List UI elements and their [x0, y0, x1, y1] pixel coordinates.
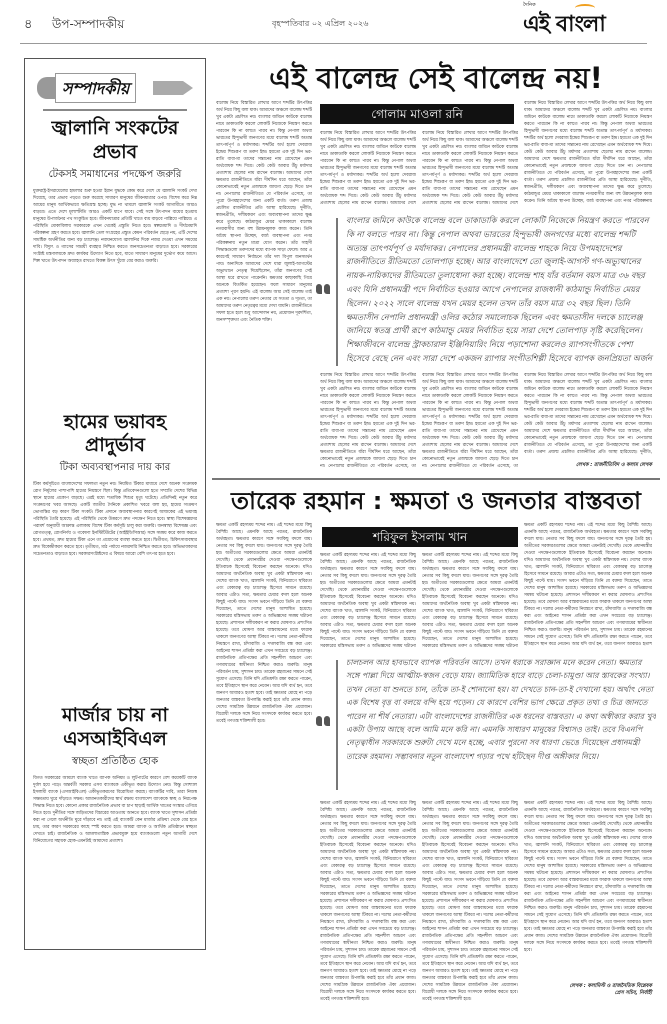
article-headline: মার্জার চায় না এসআইবিএল	[61, 704, 169, 750]
article2-column-4b: ক্ষমতা একটি রহস্যময় শব্দের নাম। এই শব্দের মধ্যে কিছু বৈশিষ্ট্য আছে। এমনকি আছে পরতর, রাজনৈতিক অর্থবহতা। ক্ষমতার কারণে সঙ্গে সবকিছু বদলে যায়। নেতার সব কিছু বদলে যায়। জনগণের সঙ্গে দূরত্ব তৈরি হয়। অতীতের সরকারগুলোর ক্ষেত্রে আমরা এমনটাই দেখেছি। থেকে প্রধানমন্ত্রীর দেওয়া পদক্ষেপগুলোকে ইতিবাচক হিসেবেই বিবেচনা করছেন অনেকে। যদিও আমাদের অর্থনৈতিক অবস্থা খুব একটা স্বস্তিদায়ক নয়। দেশের ব্যাংক খাত, জ্বালানি সংকট, বিনিয়োগে স্থবিরতা এবং বেকারত্ব বড় চ্যালেঞ্জ হিসেবে সামনে রয়েছে। আবার এটাও সত্য, ক্ষমতার চেয়ার বদল হলে অনেক কিছুই পাল্টে যায়। সংসদ ভবনে দাঁড়িয়ে তিনি যে বক্তব্য দিয়েছেন, তাতে দেশের মানুষ আশান্বিত হয়েছে। সরকারের মন্ত্রিসভায় তরুণ ও অভিজ্ঞদের সমন্বয় ঘটানো হয়েছে। প্রশাসনে দলীয়করণ না করার ঘোষণাও প্রশংসিত হয়েছে। তবে ঘোষণা আর বাস্তবায়নের মধ্যে ফারাক থাকলে জনগণের আস্থা টিকবে না। দলের নেতা-কর্মীদের নিয়ন্ত্রণে রাখা, চাঁদাবাজি ও দখলবাজি বন্ধ করা এবং আইনের শাসন প্রতিষ্ঠা করা এখন সবচেয়ে বড় চ্যালেঞ্জ। রাজনৈতিক প্রতিপক্ষের প্রতি সহনশীল আচরণ এবং গণমাধ্যমের স্বাধীনতা নিশ্চিত করাও জরুরি। মানুষ পরিবর্তন চায়, সুশাসন চায়। তারেক রহমানের সামনে সেই সুযোগ এসেছে। তিনি যদি প্রতিশ্রুতি রক্ষা করতে পারেন, তবে ইতিহাসে স্থান করে নেবেন। আর যদি ব্যর্থ হন, তবে জনগণ আবারও হতাশ হবে। তাই ক্ষমতার মোহে না পড়ে জনতার বাস্তবতা উপলব্ধি করাই হবে তাঁর প্রধান কাজ। দেশের সামগ্রিক উন্নয়নে রাজনৈতিক ঐক্য প্রয়োজন। বিরোধী দলকে সঙ্গে নিয়ে সংসদকে কার্যকর করতে হবে। তবেই গণতন্ত্র শক্তিশালী হবে।	[524, 801, 652, 953]
article2-column-2: ক্ষমতা একটি রহস্যময় শব্দের নাম। এই শব্দের মধ্যে কিছু বৈশিষ্ট্য আছে। এমনকি আছে পরতর, রাজনৈতিক অর্থবহতা। ক্ষমতার কারণে সঙ্গে সবকিছু বদলে যায়। নেতার সব কিছু বদলে যায়। জনগণের সঙ্গে দূরত্ব তৈরি হয়। অতীতের সরকারগুলোর ক্ষেত্রে আমরা এমনটাই দেখেছি। থেকে প্রধানমন্ত্রীর দেওয়া পদক্ষেপগুলোকে ইতিবাচক হিসেবেই বিবেচনা করছেন অনেকে। যদিও আমাদের অর্থনৈতিক অবস্থা খুব একটা স্বস্তিদায়ক নয়। দেশের ব্যাংক খাত, জ্বালানি সংকট, বিনিয়োগে স্থবিরতা এবং বেকারত্ব বড় চ্যালেঞ্জ হিসেবে সামনে রয়েছে। আবার এটাও সত্য, ক্ষমতার চেয়ার বদল হলে অনেক কিছুই পাল্টে যায়। সংসদ ভবনে দাঁড়িয়ে তিনি যে বক্তব্য দিয়েছেন, তাতে দেশের মানুষ আশান্বিত হয়েছে। সরকারের মন্ত্রিসভায় তরুণ ও অভিজ্ঞদের সমন্বয় ঘটানো	[320, 553, 416, 649]
article-subheadline: স্বচ্ছতা প্রতিষ্ঠিত হোক	[71, 755, 159, 767]
section-title: উপ-সম্পাদকীয়	[52, 17, 125, 31]
article-subheadline: টিকা অব্যবস্থাপনার দায় কার	[59, 462, 171, 473]
pullquote-bar	[336, 218, 338, 366]
article1-pull-quote: বাংলার জমিনে কাউকে বালেন্দ্র বলে ডাকাডাকি করলে লোকটি নিজেকে নিয়ন্ত্রণ করতে পারবেন কি না বলতে পারব না। কিন্তু নেপাল অথবা ভারতের হিন্দুভাষী জনগণের মধ্যে বালেন্দ্র শব্দটি অত্যন্ত তাৎপর্যপূর্ণ ও মর্যাদাকর। নেপালের প্রধানমন্ত্রী বালেন্দ্র শাহকে নিয়ে উপমহাদেশের রাজনীতিতে রীতিমতো তোলপাড় হচ্ছে। আর বাংলাদেশে তো জুলাই-আগস্ট গণ-অভ্যুত্থানের নায়ক-নায়িকাদের রীতিমতো তুলাধোনা করা হচ্ছে। বালেন্দ্র শাহ যাঁর বর্তমান বয়স মাত্র ৩৬ বছর এবং যিনি প্রধানমন্ত্রী পদে নির্বাচিত হওয়ার আগে নেপালের রাজধানী কাঠমান্ডু নির্বাচিত মেয়র ছিলেন। ২০২২ সালে বালেন্দ্র যখন মেয়র হলেন তখন তাঁর বয়স মাত্র ৩২ বছর ছিল। তিনি ক্ষমতাসীন নেপালি প্রধানমন্ত্রী ওলির কঠোর সমালোচক ছিলেন এবং ক্ষমতাসীন দলকে চ্যালেঞ্জ জানিয়ে স্বতন্ত্র প্রার্থী রূপে কাঠমান্ডু মেয়র নির্বাচিত হয়ে সারা দেশে তোলপাড় সৃষ্টি করেছিলেন। শিক্ষাজীবনে বালেন্দ্র স্ট্রাকচারাল ইঞ্জিনিয়ারিং নিয়ে পড়াশোনা করলেও র‍্যাপসংগীতকে পেশা হিসেবে বেছে নেন এবং সারা দেশে একজন র‍্যাপার সংগীতশিল্পী হিসেবে ব্যাপক জনপ্রিয়তা অর্জন	[346, 215, 652, 363]
article2-author-credit	[524, 983, 652, 997]
article2-pull-quote: চালচলন আর হাবভাবে ব্যাপক পরিবর্তন আসে। তখন ধরাকে সরাজ্ঞান মনে করেন নেতা। ক্ষমতার সঙ্গে পাল্লা দিয়ে আত্মীয়-স্বজন বেড়ে যায়। জ্যামিতিক হারে বাড়ে চেলা-চামুণ্ডা আর স্তাবকের সংখ্যা। তখন নেতা যা শুনতে চান, তাঁকে তা-ই শোনানো হয়। যা দেখতে চান-তা-ই দেখানো হয়। অর্থাৎ নেতা এক বিশেষ বৃত্ত বা বলয়ে বন্দি হয়ে পড়েন। যে কারণে বেশির ভাগ ক্ষেত্রে প্রকৃত তথ্য ও চিত্র জানতে পারেন না শীর্ষ নেতারা। এটা বাংলাদেশের রাজনীতির এক ধরনের বাস্তবতা। এ কথা অস্বীকার করার খুব একটা উপায় আছে বলে আমি মনে করি না। এমনকি সাধারণ মানুষের বিশ্বাসও তাই। তবে বিএনপি নেতৃত্বাধীন সরকারকে শুরুটা দেখে মনে হচ্ছে, এবার পুরনো সব ধারণা ভেঙে দিয়েছেন প্রধানমন্ত্রী তারেক রহমান। সম্ভাবনার নতুন বাংলাদেশ গড়ার পথে হাঁটছেন দীপ্ত অঙ্গীকার নিয়ে।	[346, 658, 656, 761]
article2-column-4: ক্ষমতা একটি রহস্যময় শব্দের নাম। এই শব্দের মধ্যে কিছু বৈশিষ্ট্য আছে। এমনকি আছে পরতর, রাজনৈতিক অর্থবহতা। ক্ষমতার কারণে সঙ্গে সবকিছু বদলে যায়। নেতার সব কিছু বদলে যায়। জনগণের সঙ্গে দূরত্ব তৈরি হয়। অতীতের সরকারগুলোর ক্ষেত্রে আমরা এমনটাই দেখেছি। থেকে প্রধানমন্ত্রীর দেওয়া পদক্ষেপগুলোকে ইতিবাচক হিসেবেই বিবেচনা করছেন অনেকে। যদিও আমাদের অর্থনৈতিক অবস্থা খুব একটা স্বস্তিদায়ক নয়। দেশের ব্যাংক খাত, জ্বালানি সংকট, বিনিয়োগে স্থবিরতা এবং বেকারত্ব বড় চ্যালেঞ্জ হিসেবে সামনে রয়েছে। আবার এটাও সত্য, ক্ষমতার চেয়ার বদল হলে অনেক কিছুই পাল্টে যায়। সংসদ ভবনে দাঁড়িয়ে তিনি যে বক্তব্য দিয়েছেন, তাতে দেশের মানুষ আশান্বিত হয়েছে। সরকারের মন্ত্রিসভায় তরুণ ও অভিজ্ঞদের সমন্বয় ঘটানো হয়েছে। প্রশাসনে দলীয়করণ না করার ঘোষণাও প্রশংসিত হয়েছে। তবে ঘোষণা আর বাস্তবায়নের মধ্যে ফারাক থাকলে জনগণের আস্থা টিকবে না। দলের নেতা-কর্মীদের নিয়ন্ত্রণে রাখা, চাঁদাবাজি ও দখলবাজি বন্ধ করা এবং আইনের শাসন প্রতিষ্ঠা করা এখন সবচেয়ে বড় চ্যালেঞ্জ। রাজনৈতিক প্রতিপক্ষের প্রতি সহনশীল আচরণ এবং গণমাধ্যমের স্বাধীনতা নিশ্চিত করাও জরুরি। মানুষ পরিবর্তন চায়, সুশাসন চায়। তারেক রহমানের সামনে সেই সুযোগ এসেছে। তিনি যদি প্রতিশ্রুতি রক্ষা করতে পারেন, তবে ইতিহাসে স্থান করে নেবেন। আর যদি ব্যর্থ হন, তবে জনগণ আবারও হতাশ	[524, 523, 652, 647]
quote-mark-icon	[316, 284, 332, 304]
issue-date: বৃহস্পতিবার ০২ এপ্রিল ২০২৬	[272, 19, 369, 28]
article1-column-2b: বালেন্দ্র নিয়ে বিস্তারিত লেখার আগে শব্দটির উৎপত্তির অর্থ নিয়ে কিছু বলা যাক। আমাদের অঞ্চলে বালেন্দ্র শব্দটি খুব একটা প্রচলিত নয়। বাংলার জমিনে কাউকে বালেন্দ্র নামে ডাকাডাকি করলে লোকটি নিজেকে নিয়ন্ত্রণ করতে পারবেন কি না বলতে পারব না। কিন্তু নেপাল অথবা ভারতের হিন্দুভাষী জনগণের মধ্যে বালেন্দ্র শব্দটি অত্যন্ত তাৎপর্যপূর্ণ ও মর্যাদাকর। শব্দটির অর্থ হলো দেবরাজ ইন্দ্রের শিশুরূপ বা তরুণ ইন্দ্র। হয়তো এক দুই দিন ভর-রাতি বাবা-মা তাদের সন্তানের নাম রেখেছেন এমন অর্থবোধক শব্দ দিয়ে। কেউ কেউ আবার উঁচু মর্যাদার প্রত্যাশায় ছেলের নাম রাখেন বালেন্দ্র। আমাদের দেশে ক্ষমতার রাজনীতিতে যাঁরা দীর্ঘদিন ধরে আছেন, তাঁরা কোনোভাবেই নতুন প্রজন্মকে জায়গা ছেড়ে দিতে চান না। নেপালের রাজনীতিতে যে পরিবর্তন এসেছে, তা	[320, 373, 416, 469]
newspaper-logo	[523, 2, 633, 42]
article1-author-credit: লেখক : রাজনীতিবিদ ও কলাম লেখক	[575, 462, 652, 468]
editorial-article	[33, 704, 197, 999]
article1-headline: এই বালেন্দ্র সেই বালেন্দ্র নয়!	[269, 61, 603, 95]
article1-column-4: বালেন্দ্র নিয়ে বিস্তারিত লেখার আগে শব্দটির উৎপত্তির অর্থ নিয়ে কিছু বলা যাক। আমাদের অঞ্চলে বালেন্দ্র শব্দটি খুব একটা প্রচলিত নয়। বাংলার জমিনে কাউকে বালেন্দ্র নামে ডাকাডাকি করলে লোকটি নিজেকে নিয়ন্ত্রণ করতে পারবেন কি না বলতে পারব না। কিন্তু নেপাল অথবা ভারতের হিন্দুভাষী জনগণের মধ্যে বালেন্দ্র শব্দটি অত্যন্ত তাৎপর্যপূর্ণ ও মর্যাদাকর। শব্দটির অর্থ হলো দেবরাজ ইন্দ্রের শিশুরূপ বা তরুণ ইন্দ্র। হয়তো এক দুই দিন ভর-রাতি বাবা-মা তাদের সন্তানের নাম রেখেছেন এমন অর্থবোধক শব্দ দিয়ে। কেউ কেউ আবার উঁচু মর্যাদার প্রত্যাশায় ছেলের নাম রাখেন বালেন্দ্র। আমাদের দেশে ক্ষমতার রাজনীতিতে যাঁরা দীর্ঘদিন ধরে আছেন, তাঁরা কোনোভাবেই নতুন প্রজন্মকে জায়গা ছেড়ে দিতে চান না। নেপালের রাজনীতিতে যে পরিবর্তন এসেছে, তা পুরো উপমহাদেশের জন্য একটি বার্তা। তরুণ প্রজন্ম প্রচলিত রাজনীতির প্রতি আস্থা হারিয়েছে। দুর্নীতি, স্বজনপ্রীতি, দলীয়করণ এবং অব্যবস্থাপনা তাদের ক্ষুব্ধ করে তুলেছে। কাঠমান্ডুর মেয়র থাকাকালে বালেন্দ্র নগরবাসীর জন্য বহু উন্নয়নমূলক কাজ করেন। তিনি অবৈধ স্থাপনা উচ্ছেদ, বর্জ্য ব্যবস্থাপনা এবং নগর পরিকল্পনায়	[524, 101, 652, 204]
article2-column-1: ক্ষমতা একটি রহস্যময় শব্দের নাম। এই শব্দের মধ্যে কিছু বৈশিষ্ট্য আছে। এমনকি আছে পরতর, রাজনৈতিক অর্থবহতা। ক্ষমতার কারণে সঙ্গে সবকিছু বদলে যায়। নেতার সব কিছু বদলে যায়। জনগণের সঙ্গে দূরত্ব তৈরি হয়। অতীতের সরকারগুলোর ক্ষেত্রে আমরা এমনটাই দেখেছি। থেকে প্রধানমন্ত্রীর দেওয়া পদক্ষেপগুলোকে ইতিবাচক হিসেবেই বিবেচনা করছেন অনেকে। যদিও আমাদের অর্থনৈতিক অবস্থা খুব একটা স্বস্তিদায়ক নয়। দেশের ব্যাংক খাত, জ্বালানি সংকট, বিনিয়োগে স্থবিরতা এবং বেকারত্ব বড় চ্যালেঞ্জ হিসেবে সামনে রয়েছে। আবার এটাও সত্য, ক্ষমতার চেয়ার বদল হলে অনেক কিছুই পাল্টে যায়। সংসদ ভবনে দাঁড়িয়ে তিনি যে বক্তব্য দিয়েছেন, তাতে দেশের মানুষ আশান্বিত হয়েছে। সরকারের মন্ত্রিসভায় তরুণ ও অভিজ্ঞদের সমন্বয় ঘটানো হয়েছে। প্রশাসনে দলীয়করণ না করার ঘোষণাও প্রশংসিত হয়েছে। তবে ঘোষণা আর বাস্তবায়নের মধ্যে ফারাক থাকলে জনগণের আস্থা টিকবে না। দলের নেতা-কর্মীদের নিয়ন্ত্রণে রাখা, চাঁদাবাজি ও দখলবাজি বন্ধ করা এবং আইনের শাসন প্রতিষ্ঠা করা এখন সবচেয়ে বড় চ্যালেঞ্জ। রাজনৈতিক প্রতিপক্ষের প্রতি সহনশীল আচরণ এবং গণমাধ্যমের স্বাধীনতা নিশ্চিত করাও জরুরি। মানুষ পরিবর্তন চায়, সুশাসন চায়। তারেক রহমানের সামনে সেই সুযোগ এসেছে। তিনি যদি প্রতিশ্রুতি রক্ষা করতে পারেন, তবে ইতিহাসে স্থান করে নেবেন। আর যদি ব্যর্থ হন, তবে জনগণ আবারও হতাশ হবে। তাই ক্ষমতার মোহে না পড়ে জনতার বাস্তবতা উপলব্ধি করাই হবে তাঁর প্রধান কাজ। দেশের সামগ্রিক উন্নয়নে রাজনৈতিক ঐক্য প্রয়োজন। বিরোধী দলকে সঙ্গে নিয়ে সংসদকে কার্যকর করতে হবে। তবেই গণতন্ত্র শক্তিশালী হবে।	[216, 523, 312, 724]
article-headline: জ্বালানি সংকটের প্রভাব	[51, 117, 179, 163]
editorial-box	[24, 58, 206, 950]
article1-column-4b: বালেন্দ্র নিয়ে বিস্তারিত লেখার আগে শব্দটির উৎপত্তির অর্থ নিয়ে কিছু বলা যাক। আমাদের অঞ্চলে বালেন্দ্র শব্দটি খুব একটা প্রচলিত নয়। বাংলার জমিনে কাউকে বালেন্দ্র নামে ডাকাডাকি করলে লোকটি নিজেকে নিয়ন্ত্রণ করতে পারবেন কি না বলতে পারব না। কিন্তু নেপাল অথবা ভারতের হিন্দুভাষী জনগণের মধ্যে বালেন্দ্র শব্দটি অত্যন্ত তাৎপর্যপূর্ণ ও মর্যাদাকর। শব্দটির অর্থ হলো দেবরাজ ইন্দ্রের শিশুরূপ বা তরুণ ইন্দ্র। হয়তো এক দুই দিন ভর-রাতি বাবা-মা তাদের সন্তানের নাম রেখেছেন এমন অর্থবোধক শব্দ দিয়ে। কেউ কেউ আবার উঁচু মর্যাদার প্রত্যাশায় ছেলের নাম রাখেন বালেন্দ্র। আমাদের দেশে ক্ষমতার রাজনীতিতে যাঁরা দীর্ঘদিন ধরে আছেন, তাঁরা কোনোভাবেই নতুন প্রজন্মকে জায়গা ছেড়ে দিতে চান না। নেপালের রাজনীতিতে যে পরিবর্তন এসেছে, তা পুরো উপমহাদেশের জন্য একটি বার্তা। তরুণ প্রজন্ম প্রচলিত রাজনীতির প্রতি আস্থা হারিয়েছে। দুর্নীতি,	[524, 373, 652, 455]
article-body: বিগত সরকারের আমলে ব্যাংক খাতে ব্যাপক অনিয়ম ও লুটপাটের কারণে বেশ কয়েকটি ব্যাংক দুর্বল হয়ে পড়ে। অন্তর্বর্তী সরকার এসব ব্যাংককে একীভূত করার উদ্যোগ নেয়। কিন্তু সোশ্যাল ইসলামী ব্যাংক (এসআইবিএল) একীভূতকরণের বিরোধিতা করছে। ব্যাংকটির দাবি, তারা নিজস্ব সক্ষমতায় ঘুরে দাঁড়াতে সক্ষম। আমানতকারীদের স্বার্থ রক্ষায় বাংলাদেশ ব্যাংককে স্বচ্ছ ও নিরপেক্ষ সিদ্ধান্ত নিতে হবে। কোনো প্রকার রাজনৈতিক প্রভাব বা চাপ ছাড়াই আর্থিক খাতের সংস্কার এগিয়ে নিতে হবে। দুর্নীতির সঙ্গে জড়িতদের বিচারের আওতায় আনতে হবে। ব্যাংক খাতে সুশাসন প্রতিষ্ঠা করা না গেলে অর্থনীতি ঘুরে দাঁড়াবে না। তাই এই ব্যাংকটি কেন মার্জার প্রক্রিয়া থেকে বের হতে চায়, তার কারণ সরকারের কাছে স্পষ্ট করতে হবে। আমরা ব্যাংক ও আর্থিক প্রতিষ্ঠানে স্বচ্ছতা দেখতে চাই। রাজনৈতিক ও আমলাতান্ত্রিক প্রভাবমুক্ত হয়ে ব্যাংকগুলো নতুন আগামী দেশে বিনিয়োগের সহায়ক হোক-এমনটাই আমাদের প্রত্যাশা।	[33, 775, 197, 844]
credit-line-2: প্রেস সচিব, নির্বাহী	[614, 990, 652, 996]
article1-column-3: বালেন্দ্র নিয়ে বিস্তারিত লেখার আগে শব্দটির উৎপত্তির অর্থ নিয়ে কিছু বলা যাক। আমাদের অঞ্চলে বালেন্দ্র শব্দটি খুব একটা প্রচলিত নয়। বাংলার জমিনে কাউকে বালেন্দ্র নামে ডাকাডাকি করলে লোকটি নিজেকে নিয়ন্ত্রণ করতে পারবেন কি না বলতে পারব না। কিন্তু নেপাল অথবা ভারতের হিন্দুভাষী জনগণের মধ্যে বালেন্দ্র শব্দটি অত্যন্ত তাৎপর্যপূর্ণ ও মর্যাদাকর। শব্দটির অর্থ হলো দেবরাজ ইন্দ্রের শিশুরূপ বা তরুণ ইন্দ্র। হয়তো এক দুই দিন ভর-রাতি বাবা-মা তাদের সন্তানের নাম রেখেছেন এমন অর্থবোধক শব্দ দিয়ে। কেউ কেউ আবার উঁচু মর্যাদার প্রত্যাশায় ছেলের নাম রাখেন বালেন্দ্র। আমাদের দেশে	[422, 131, 518, 206]
quote-mark-icon	[316, 716, 332, 736]
editorial-banner	[33, 69, 197, 111]
banner-rule	[43, 109, 187, 111]
page-number: ৪	[24, 17, 33, 32]
article2-column-2b: ক্ষমতা একটি রহস্যময় শব্দের নাম। এই শব্দের মধ্যে কিছু বৈশিষ্ট্য আছে। এমনকি আছে পরতর, রাজনৈতিক অর্থবহতা। ক্ষমতার কারণে সঙ্গে সবকিছু বদলে যায়। নেতার সব কিছু বদলে যায়। জনগণের সঙ্গে দূরত্ব তৈরি হয়। অতীতের সরকারগুলোর ক্ষেত্রে আমরা এমনটাই দেখেছি। থেকে প্রধানমন্ত্রীর দেওয়া পদক্ষেপগুলোকে ইতিবাচক হিসেবেই বিবেচনা করছেন অনেকে। যদিও আমাদের অর্থনৈতিক অবস্থা খুব একটা স্বস্তিদায়ক নয়। দেশের ব্যাংক খাত, জ্বালানি সংকট, বিনিয়োগে স্থবিরতা এবং বেকারত্ব বড় চ্যালেঞ্জ হিসেবে সামনে রয়েছে। আবার এটাও সত্য, ক্ষমতার চেয়ার বদল হলে অনেক কিছুই পাল্টে যায়। সংসদ ভবনে দাঁড়িয়ে তিনি যে বক্তব্য দিয়েছেন, তাতে দেশের মানুষ আশান্বিত হয়েছে। সরকারের মন্ত্রিসভায় তরুণ ও অভিজ্ঞদের সমন্বয় ঘটানো হয়েছে। প্রশাসনে দলীয়করণ না করার ঘোষণাও প্রশংসিত হয়েছে। তবে ঘোষণা আর বাস্তবায়নের মধ্যে ফারাক থাকলে জনগণের আস্থা টিকবে না। দলের নেতা-কর্মীদের নিয়ন্ত্রণে রাখা, চাঁদাবাজি ও দখলবাজি বন্ধ করা এবং আইনের শাসন প্রতিষ্ঠা করা এখন সবচেয়ে বড় চ্যালেঞ্জ। রাজনৈতিক প্রতিপক্ষের প্রতি সহনশীল আচরণ এবং গণমাধ্যমের স্বাধীনতা নিশ্চিত করাও জরুরি। মানুষ পরিবর্তন চায়, সুশাসন চায়। তারেক রহমানের সামনে সেই সুযোগ এসেছে। তিনি যদি প্রতিশ্রুতি রক্ষা করতে পারেন, তবে ইতিহাসে স্থান করে নেবেন। আর যদি ব্যর্থ হন, তবে জনগণ আবারও হতাশ হবে। তাই ক্ষমতার মোহে না পড়ে জনতার বাস্তবতা উপলব্ধি করাই হবে তাঁর প্রধান কাজ। দেশের সামগ্রিক উন্নয়নে রাজনৈতিক ঐক্য প্রয়োজন। বিরোধী দলকে সঙ্গে নিয়ে সংসদকে কার্যকর করতে হবে। তবেই গণতন্ত্র শক্তিশালী হবে।	[320, 801, 416, 1002]
article-headline: হামের ভয়াবহ প্রাদুর্ভাব	[63, 410, 167, 457]
credit-line-1: লেখক : কলামিস্ট ও রাজনৈতিক বিশ্লেষক	[569, 983, 652, 989]
article-body: যুক্তরাষ্ট্র-ইসরায়েলের হামলার শুরু হওয়া ইরান যুদ্ধকে কেন্দ্র করে দেশে যে জ্বালানি সংকট দেখা দিয়েছে, তার প্রভাব পড়তে শুরু করেছে সাধারণ মানুষের জীবনযাত্রার ওপর। বিশেষ করে নিম্ন আয়ের মানুষ আর্থিকভাবে ক্ষতিগ্রস্ত হচ্ছে। যুদ্ধ না থামলে জ্বালানি সংকট আগামীতে আরও বাড়বে। এতে দেশে মূল্যস্ফীতি আরও একটি ধাপে যাবে। সেই সঙ্গে উৎপাদন ব্যয়ের হওয়ায় মানুষের উপার্জনের পথ সংকুচিত হবে। জীবনযাত্রার প্রতিটি খাতে ব্যয় বাড়বে পাল্লিয়ে পাল্লিয়ে। এ পরিস্থিতি মোকাবিলায় সরকারকে এখন থেকেই প্রস্তুতি নিতে হবে। স্বল্পমেয়াদি ও দীর্ঘমেয়াদি পরিকল্পনা গ্রহণ করতে হবে। জ্বালানি তেল সংগ্রহের প্রস্তুত কেমন পরিবর্তন ছেড়ে নয়, এটি দেশের সামষ্টিক অর্থনীতির জন্য বড় চ্যালেঞ্জ। নবায়নযোগ্য জ্বালানির দিকে নজর দেওয়া এখন সময়ের দাবি। বিদ্যুৎ ও গ্যাসের সাশ্রয়ী ব্যবহার নিশ্চিত করতে জনসচেতনতা বাড়াতে হবে। সরকারের সংশ্লিষ্ট মন্ত্রণালয়কে দ্রুত কার্যকর উদ্যোগ নিতে হবে, যাতে সাধারণ মানুষের দুর্ভোগ কমে আসে। শিল্প খাতে উৎপাদন অব্যাহত রাখতে বিকল্প উৎস খুঁজে বের করাও জরুরি।	[33, 188, 197, 264]
article1-column-2: বালেন্দ্র নিয়ে বিস্তারিত লেখার আগে শব্দটির উৎপত্তির অর্থ নিয়ে কিছু বলা যাক। আমাদের অঞ্চলে বালেন্দ্র শব্দটি খুব একটা প্রচলিত নয়। বাংলার জমিনে কাউকে বালেন্দ্র নামে ডাকাডাকি করলে লোকটি নিজেকে নিয়ন্ত্রণ করতে পারবেন কি না বলতে পারব না। কিন্তু নেপাল অথবা ভারতের হিন্দুভাষী জনগণের মধ্যে বালেন্দ্র শব্দটি অত্যন্ত তাৎপর্যপূর্ণ ও মর্যাদাকর। শব্দটির অর্থ হলো দেবরাজ ইন্দ্রের শিশুরূপ বা তরুণ ইন্দ্র। হয়তো এক দুই দিন ভর-রাতি বাবা-মা তাদের সন্তানের নাম রেখেছেন এমন অর্থবোধক শব্দ দিয়ে। কেউ কেউ আবার উঁচু মর্যাদার প্রত্যাশায় ছেলের নাম রাখেন বালেন্দ্র। আমাদের দেশে	[320, 131, 416, 206]
editorial-label: সম্পাদকীয়	[55, 73, 136, 103]
article1-column-1: বালেন্দ্র নিয়ে বিস্তারিত লেখার আগে শব্দটির উৎপত্তির অর্থ নিয়ে কিছু বলা যাক। আমাদের অঞ্চলে বালেন্দ্র শব্দটি খুব একটা প্রচলিত নয়। বাংলার জমিনে কাউকে বালেন্দ্র নামে ডাকাডাকি করলে লোকটি নিজেকে নিয়ন্ত্রণ করতে পারবেন কি না বলতে পারব না। কিন্তু নেপাল অথবা ভারতের হিন্দুভাষী জনগণের মধ্যে বালেন্দ্র শব্দটি অত্যন্ত তাৎপর্যপূর্ণ ও মর্যাদাকর। শব্দটির অর্থ হলো দেবরাজ ইন্দ্রের শিশুরূপ বা তরুণ ইন্দ্র। হয়তো এক দুই দিন ভর-রাতি বাবা-মা তাদের সন্তানের নাম রেখেছেন এমন অর্থবোধক শব্দ দিয়ে। কেউ কেউ আবার উঁচু মর্যাদার প্রত্যাশায় ছেলের নাম রাখেন বালেন্দ্র। আমাদের দেশে ক্ষমতার রাজনীতিতে যাঁরা দীর্ঘদিন ধরে আছেন, তাঁরা কোনোভাবেই নতুন প্রজন্মকে জায়গা ছেড়ে দিতে চান না। নেপালের রাজনীতিতে যে পরিবর্তন এসেছে, তা পুরো উপমহাদেশের জন্য একটি বার্তা। তরুণ প্রজন্ম প্রচলিত রাজনীতির প্রতি আস্থা হারিয়েছে। দুর্নীতি, স্বজনপ্রীতি, দলীয়করণ এবং অব্যবস্থাপনা তাদের ক্ষুব্ধ করে তুলেছে। কাঠমান্ডুর মেয়র থাকাকালে বালেন্দ্র নগরবাসীর জন্য বহু উন্নয়নমূলক কাজ করেন। তিনি অবৈধ স্থাপনা উচ্ছেদ, বর্জ্য ব্যবস্থাপনা এবং নগর পরিকল্পনায় নতুন মাত্রা যোগ করেন। তাঁর সাহসী সিদ্ধান্তগুলো তরুণদের মধ্যে ব্যাপক সাড়া ফেলে। আর এ কারণেই সাধারণ নির্বাচনে তাঁর দল বিপুল জনসমর্থন পায়। অন্যদিকে আমাদের দেশে যারা জুলাই-আগস্টের অভ্যুত্থানে নেতৃত্ব দিয়েছিলেন, তাঁরা জনগণের সেই আস্থা ধরে রাখতে পারেননি। ক্ষমতার কাছাকাছি গিয়ে অনেকে বিতর্কিত হয়েছেন। ফলে সাধারণ মানুষের প্রত্যাশা পূরণ হয়নি। এই বালেন্দ্র আর সেই বালেন্দ্র তাই এক নয়। নেপালের তরুণ নেতার যে সততা ও দৃঢ়তা, তা আমাদের তরুণ নেতৃত্বের মধ্যে দেখা যায়নি। রাজনীতিতে সফল হতে হলে শুধু আন্দোলন নয়, প্রয়োজন দূরদর্শিতা, জনসম্পৃক্ততা এবং নৈতিক শক্তি।	[216, 101, 312, 323]
logo-prefix: দৈনিক	[523, 2, 536, 8]
article-divider	[212, 478, 660, 480]
article2-byline: শরিফুল ইসলাম খান	[322, 527, 518, 547]
article-body: টিকা কর্মসূচিতে বাংলাদেশের সফলতা নতুন নয়। নিয়মিত টিকার মাধ্যমে দেশে অনেক সংক্রামক রোগ নির্মূলের পাশাপাশি হামের নিয়ন্ত্রণে ছিল। কিন্তু প্রতিবেদনগুলো হতে সম্প্রতি দেশের বিভিন্ন স্থানে হামের প্রকোপ বাড়ছে। এরই মধ্যে শতাধিক শিশুর মৃত্যু ঘটেছে। প্রতিদিনই নতুন করে সংক্রমণের খবর আসছে। একটি জাতীয় দৈনিকে প্রকাশিত খবরে বলা হয়, হামের সংক্রমণ ভোগান্তির বড় কারণ টিকা সংকট। টিকা প্রদানে অব্যবস্থাপনার কারণেই আজকের এই ভয়াবহ পরিস্থিতি তৈরি হয়েছে। এই পরিস্থিতি থেকে উত্তরণে দ্রুত পদক্ষেপ নিতে হবে। স্বাস্থ্য বিশেষজ্ঞদের পরামর্শ অনুযায়ী আক্রান্ত এলাকায় বিশেষ টিকা কর্মসূচি চালু করা জরুরি। জনস্বাস্থ্য বিশেষজ্ঞ এবং রোগতত্ত্ব, রোগনির্ণয় ও গবেষণা ইনস্টিটিউটের (আইইডিসিআর) সঙ্গে সমন্বয় করে কাজ করতে হবে। প্রথমত, দ্রুত হামের টিকা এনে তা প্রয়োগের ব্যবস্থা করতে হবে। দ্বিতীয়ত, চিকিৎসাব্যবস্থার দ্রুত বিকেন্দ্রীকরণ করতে হবে। তৃতীয়ত, মাঠ পর্যায়ে নজরদারি নিশ্চিত করতে হবে। অভিভাবকদের সচেতনতাও বাড়াতে হবে। সরকারসংশ্লিষ্টদের এ বিষয়ে আরো বেশি তৎপর হতে হবে।	[33, 482, 197, 557]
pen-cap-icon	[37, 77, 55, 99]
article2-headline: তারেক রহমান : ক্ষমতা ও জনতার বাস্তবতা	[230, 487, 642, 515]
editorial-article	[33, 411, 197, 699]
article1-byline: গোলাম মাওলা রনি	[320, 104, 514, 124]
signal-waves-icon	[575, 4, 595, 12]
article-subheadline: টেকসই সমাধানের পদক্ষেপ জরুরি	[48, 168, 182, 180]
article1-column-3b: বালেন্দ্র নিয়ে বিস্তারিত লেখার আগে শব্দটির উৎপত্তির অর্থ নিয়ে কিছু বলা যাক। আমাদের অঞ্চলে বালেন্দ্র শব্দটি খুব একটা প্রচলিত নয়। বাংলার জমিনে কাউকে বালেন্দ্র নামে ডাকাডাকি করলে লোকটি নিজেকে নিয়ন্ত্রণ করতে পারবেন কি না বলতে পারব না। কিন্তু নেপাল অথবা ভারতের হিন্দুভাষী জনগণের মধ্যে বালেন্দ্র শব্দটি অত্যন্ত তাৎপর্যপূর্ণ ও মর্যাদাকর। শব্দটির অর্থ হলো দেবরাজ ইন্দ্রের শিশুরূপ বা তরুণ ইন্দ্র। হয়তো এক দুই দিন ভর-রাতি বাবা-মা তাদের সন্তানের নাম রেখেছেন এমন অর্থবোধক শব্দ দিয়ে। কেউ কেউ আবার উঁচু মর্যাদার প্রত্যাশায় ছেলের নাম রাখেন বালেন্দ্র। আমাদের দেশে ক্ষমতার রাজনীতিতে যাঁরা দীর্ঘদিন ধরে আছেন, তাঁরা কোনোভাবেই নতুন প্রজন্মকে জায়গা ছেড়ে দিতে চান না। নেপালের রাজনীতিতে যে পরিবর্তন এসেছে, তা	[422, 373, 518, 469]
pen-nib-icon	[153, 81, 193, 95]
article2-column-3b: ক্ষমতা একটি রহস্যময় শব্দের নাম। এই শব্দের মধ্যে কিছু বৈশিষ্ট্য আছে। এমনকি আছে পরতর, রাজনৈতিক অর্থবহতা। ক্ষমতার কারণে সঙ্গে সবকিছু বদলে যায়। নেতার সব কিছু বদলে যায়। জনগণের সঙ্গে দূরত্ব তৈরি হয়। অতীতের সরকারগুলোর ক্ষেত্রে আমরা এমনটাই দেখেছি। থেকে প্রধানমন্ত্রীর দেওয়া পদক্ষেপগুলোকে ইতিবাচক হিসেবেই বিবেচনা করছেন অনেকে। যদিও আমাদের অর্থনৈতিক অবস্থা খুব একটা স্বস্তিদায়ক নয়। দেশের ব্যাংক খাত, জ্বালানি সংকট, বিনিয়োগে স্থবিরতা এবং বেকারত্ব বড় চ্যালেঞ্জ হিসেবে সামনে রয়েছে। আবার এটাও সত্য, ক্ষমতার চেয়ার বদল হলে অনেক কিছুই পাল্টে যায়। সংসদ ভবনে দাঁড়িয়ে তিনি যে বক্তব্য দিয়েছেন, তাতে দেশের মানুষ আশান্বিত হয়েছে। সরকারের মন্ত্রিসভায় তরুণ ও অভিজ্ঞদের সমন্বয় ঘটানো হয়েছে। প্রশাসনে দলীয়করণ না করার ঘোষণাও প্রশংসিত হয়েছে। তবে ঘোষণা আর বাস্তবায়নের মধ্যে ফারাক থাকলে জনগণের আস্থা টিকবে না। দলের নেতা-কর্মীদের নিয়ন্ত্রণে রাখা, চাঁদাবাজি ও দখলবাজি বন্ধ করা এবং আইনের শাসন প্রতিষ্ঠা করা এখন সবচেয়ে বড় চ্যালেঞ্জ। রাজনৈতিক প্রতিপক্ষের প্রতি সহনশীল আচরণ এবং গণমাধ্যমের স্বাধীনতা নিশ্চিত করাও জরুরি। মানুষ পরিবর্তন চায়, সুশাসন চায়। তারেক রহমানের সামনে সেই সুযোগ এসেছে। তিনি যদি প্রতিশ্রুতি রক্ষা করতে পারেন, তবে ইতিহাসে স্থান করে নেবেন। আর যদি ব্যর্থ হন, তবে জনগণ আবারও হতাশ হবে। তাই ক্ষমতার মোহে না পড়ে জনতার বাস্তবতা উপলব্ধি করাই হবে তাঁর প্রধান কাজ। দেশের সামগ্রিক উন্নয়নে রাজনৈতিক ঐক্য প্রয়োজন। বিরোধী দলকে সঙ্গে নিয়ে সংসদকে কার্যকর করতে হবে। তবেই গণতন্ত্র শক্তিশালী হবে।	[422, 801, 518, 1002]
editorial-article	[33, 117, 197, 405]
masthead	[20, 2, 647, 44]
pullquote-bar	[336, 660, 338, 790]
logo-text: এই বাংলা	[523, 12, 605, 37]
article2-column-3: ক্ষমতা একটি রহস্যময় শব্দের নাম। এই শব্দের মধ্যে কিছু বৈশিষ্ট্য আছে। এমনকি আছে পরতর, রাজনৈতিক অর্থবহতা। ক্ষমতার কারণে সঙ্গে সবকিছু বদলে যায়। নেতার সব কিছু বদলে যায়। জনগণের সঙ্গে দূরত্ব তৈরি হয়। অতীতের সরকারগুলোর ক্ষেত্রে আমরা এমনটাই দেখেছি। থেকে প্রধানমন্ত্রীর দেওয়া পদক্ষেপগুলোকে ইতিবাচক হিসেবেই বিবেচনা করছেন অনেকে। যদিও আমাদের অর্থনৈতিক অবস্থা খুব একটা স্বস্তিদায়ক নয়। দেশের ব্যাংক খাত, জ্বালানি সংকট, বিনিয়োগে স্থবিরতা এবং বেকারত্ব বড় চ্যালেঞ্জ হিসেবে সামনে রয়েছে। আবার এটাও সত্য, ক্ষমতার চেয়ার বদল হলে অনেক কিছুই পাল্টে যায়। সংসদ ভবনে দাঁড়িয়ে তিনি যে বক্তব্য দিয়েছেন, তাতে দেশের মানুষ আশান্বিত হয়েছে। সরকারের মন্ত্রিসভায় তরুণ ও অভিজ্ঞদের সমন্বয় ঘটানো	[422, 553, 518, 649]
